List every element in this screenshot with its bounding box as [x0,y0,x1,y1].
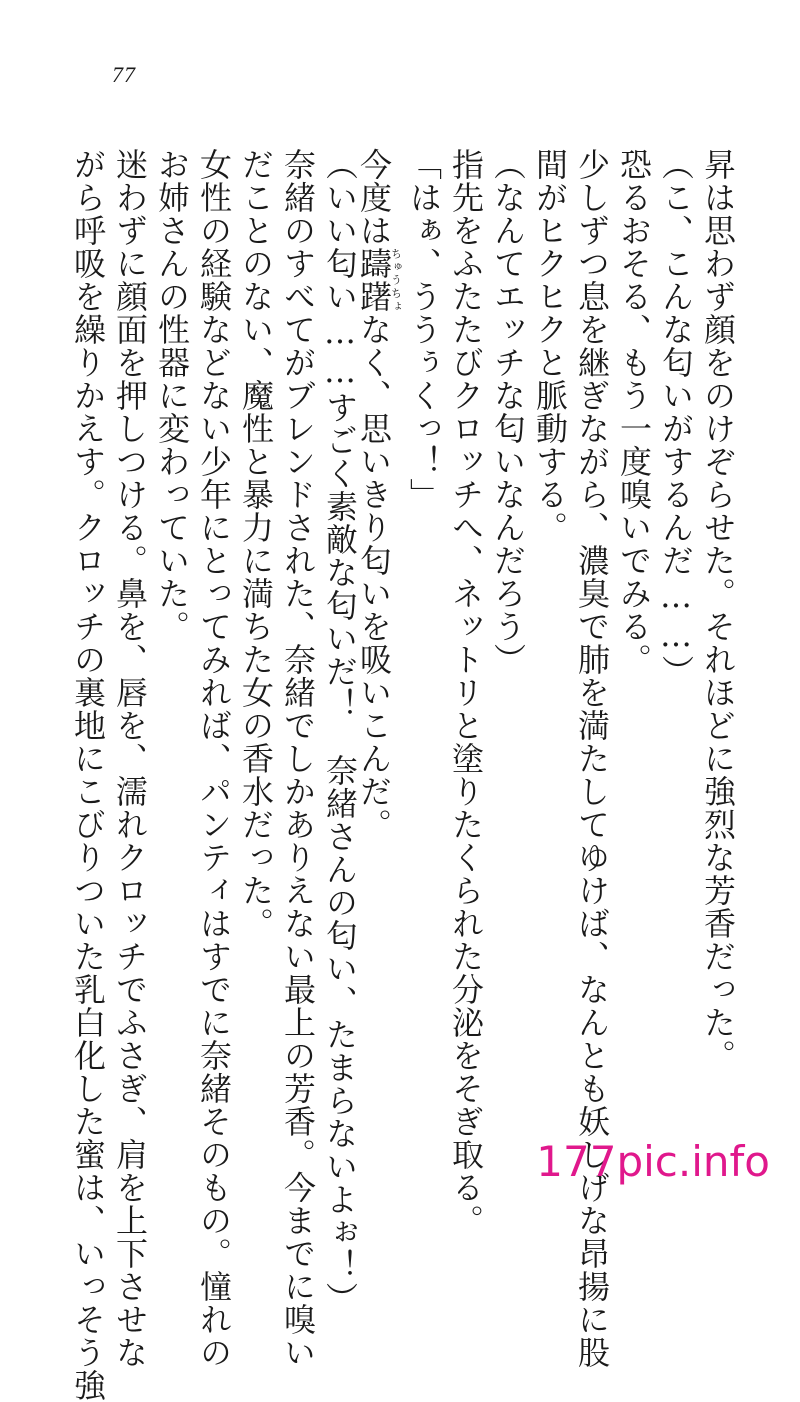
ruby-base: 躊躇 [355,247,393,313]
watermark-text: 177pic.info [536,1137,770,1186]
text-line: がら呼吸を繰りかえす。クロッチの裏地にこびりついた乳白化した蜜は、いっそう強 [69,148,107,1402]
text-line: だことのない、魔性と暴力に満ちた女の香水だった。 [237,148,275,940]
text-fragment: なく、思いきり匂いを吸いこんだ。 [355,313,393,841]
text-line: 少しずつ息を継ぎながら、濃臭で肺を満たしてゆけば、なんとも妖しげな昂揚に股 [573,148,611,1369]
text-line: お姉さんの性器に変わっていた。 [153,148,191,643]
text-line: 迷わずに顔面を押しつける。鼻を、唇を、濡れクロッチでふさぎ、肩を上下させな [111,148,149,1369]
text-line-with-ruby [355,148,403,841]
page-number: 77 [112,62,136,87]
text-line: 昇は思わず顔をのけぞらせた。それほどに強烈な芳香だった。 [699,148,737,1072]
text-line: 女性の経験などない少年にとってみれば、パンティはすでに奈緒そのもの。憧れの [195,148,233,1369]
ruby-reading: ちゅうちょ [389,247,403,313]
text-line: （こ、こんな匂いがするんだ……） [657,148,695,688]
text-line: 奈緒のすべてがブレンドされた、奈緒でしかありえない最上の芳香。今までに嗅い [279,148,317,1369]
text-fragment: 今度は [355,148,393,247]
ruby-annotation [355,247,403,313]
text-line: 「はぁ、ううぅくっ！」 [405,148,443,511]
text-line: （いい匂い……すごく素敵な匂いだ！ 奈緒さんの匂い、たまらないよぉ！） [321,148,359,1315]
text-line: 間がヒクヒクと脈動する。 [531,148,569,544]
text-line: （なんてエッチな匂いなんだろう） [489,148,527,676]
text-line: 指先をふたたびクロッチへ、ネットリと塗りたくられた分泌をそぎ取る。 [447,148,485,1237]
text-line: 恐るおそる、もう一度嗅いでみる。 [615,148,653,676]
